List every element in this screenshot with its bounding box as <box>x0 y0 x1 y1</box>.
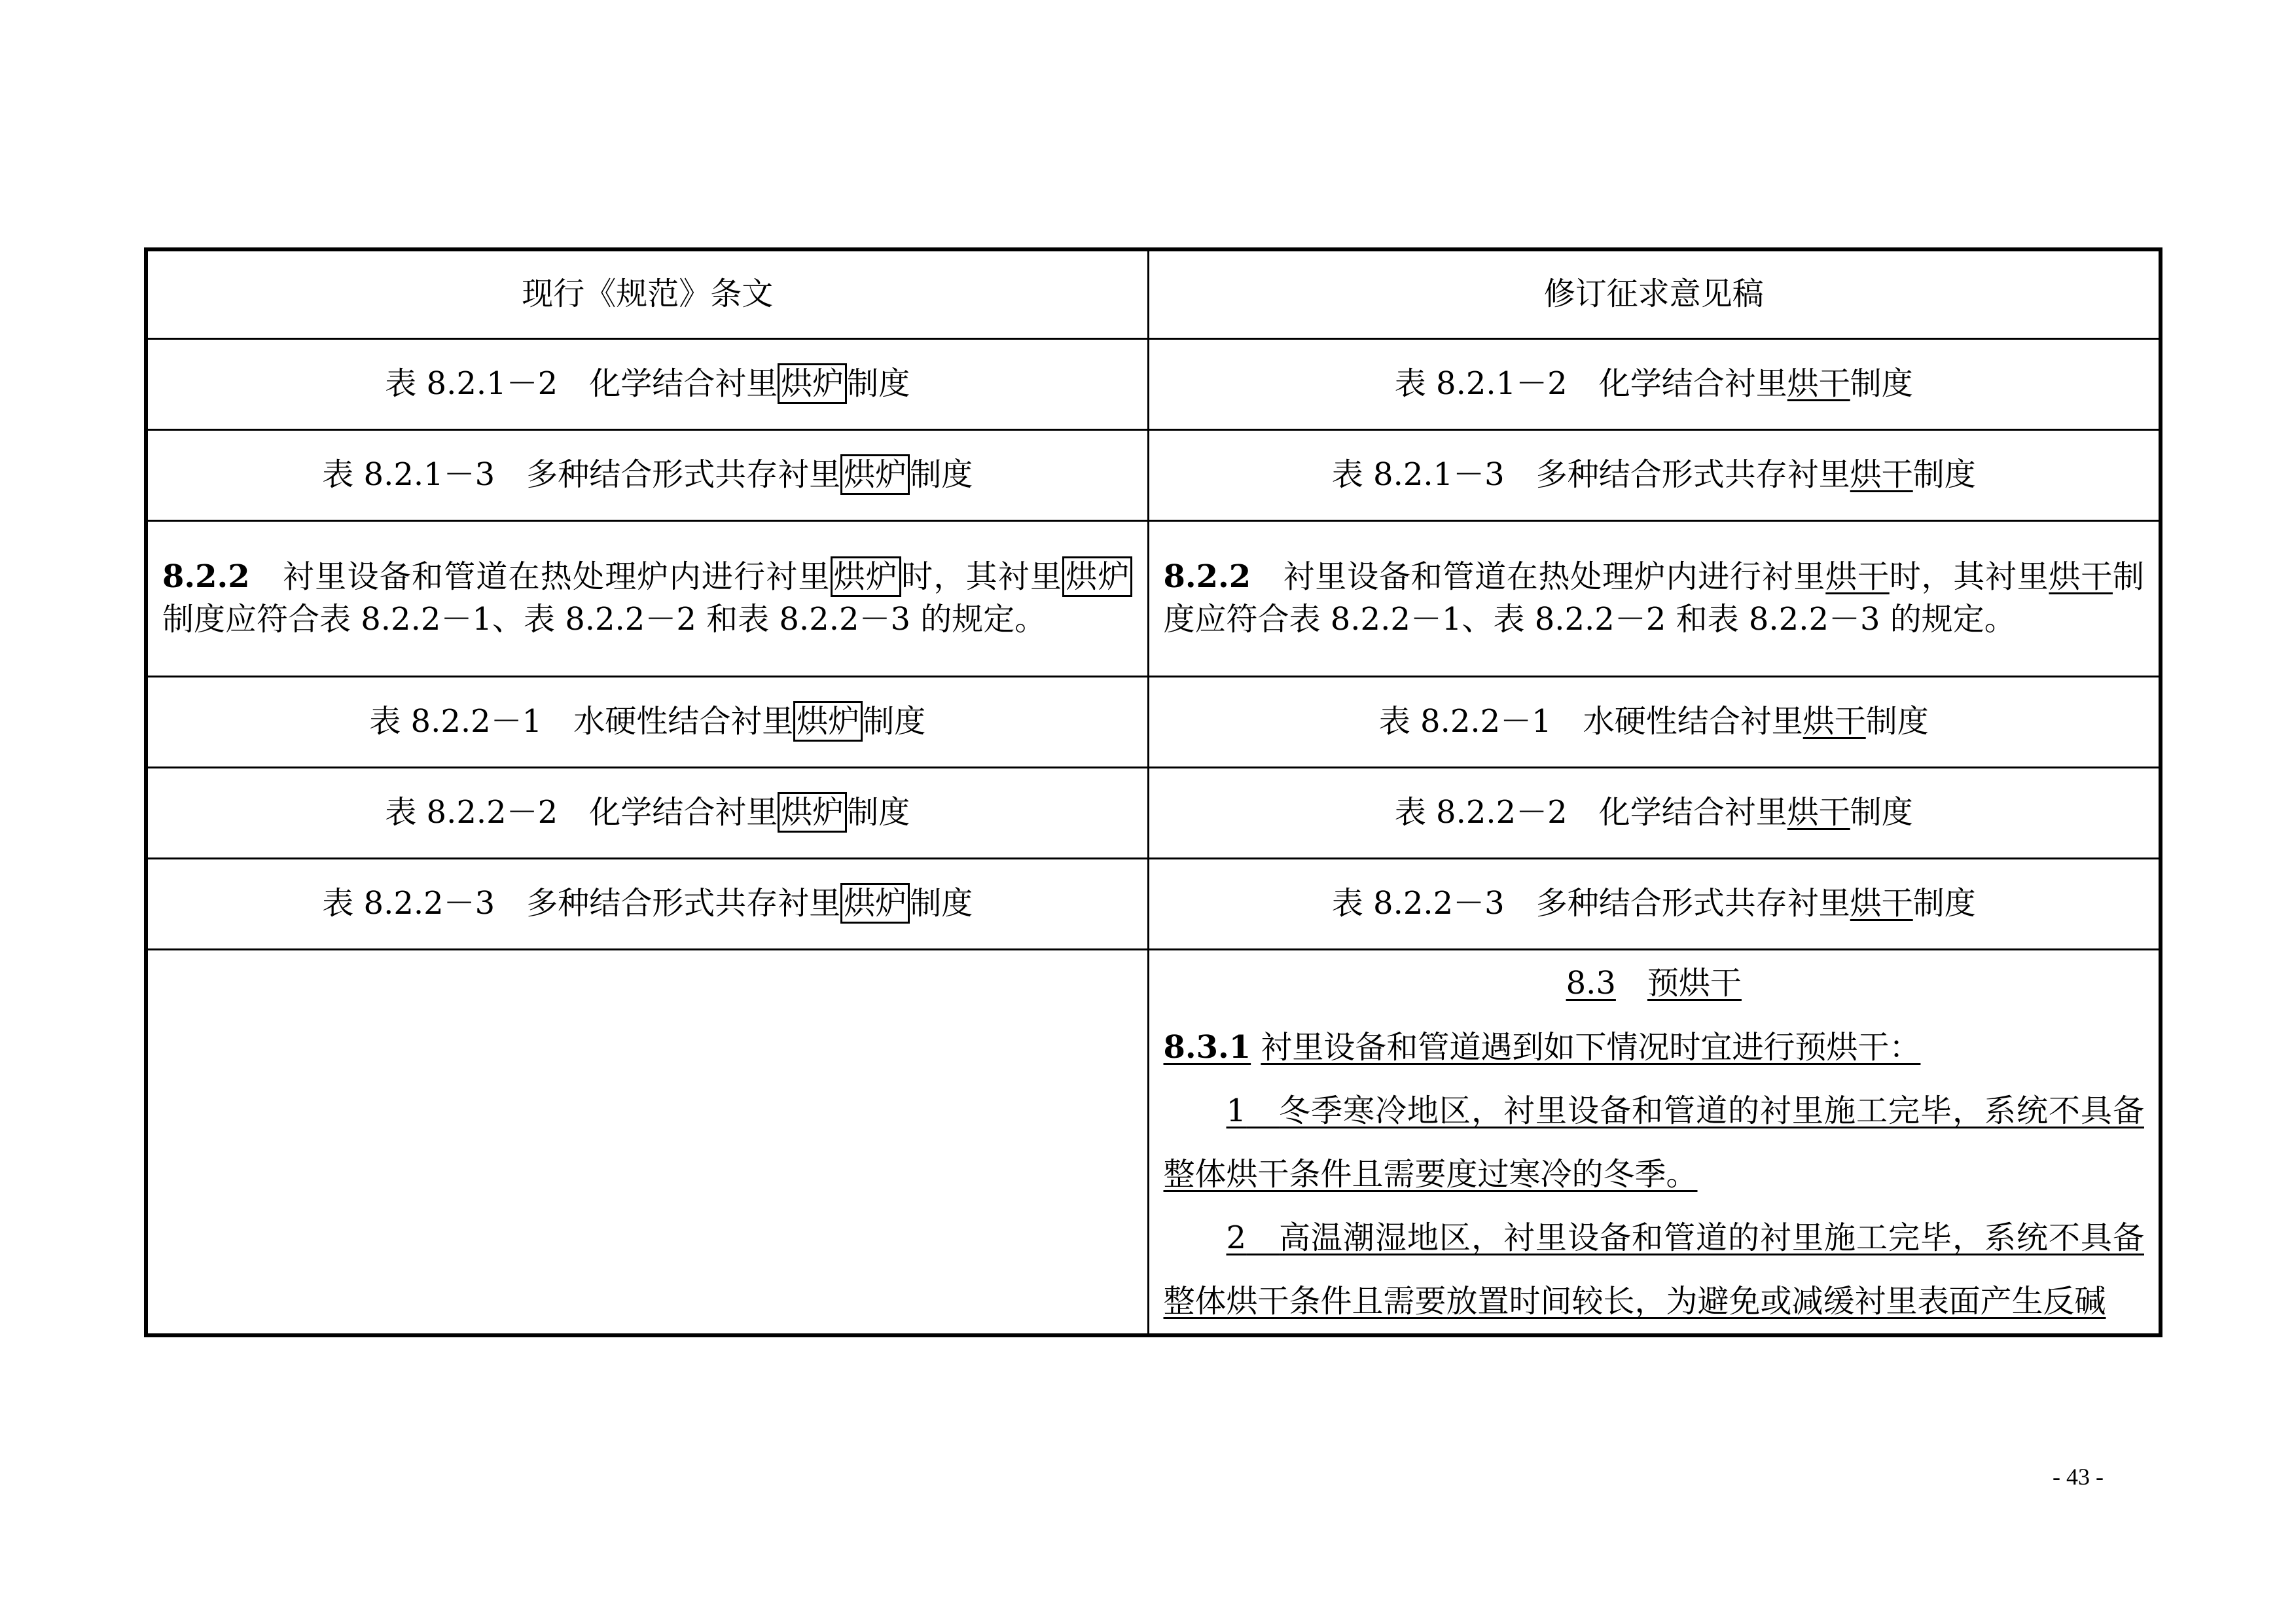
underlined-term: 烘干 <box>1803 703 1866 740</box>
underlined-term: 烘干 <box>1850 885 1913 922</box>
underlined-term: 烘干 <box>1787 794 1850 831</box>
cell-revised: 表 8.2.1－2 化学结合衬里烘干制度 <box>1148 338 2161 429</box>
cell-revised: 表 8.2.1－3 多种结合形式共存衬里烘干制度 <box>1148 429 2161 520</box>
section-heading <box>1164 950 2145 1016</box>
clause-number: 8.2.2 <box>1163 558 1251 596</box>
clause-number: 8.2.2 <box>162 558 250 596</box>
page-number: - 43 - <box>2053 1464 2104 1490</box>
item-number: 1 <box>1226 1092 1247 1129</box>
boxed-term: 烘炉 <box>1062 556 1132 597</box>
table-row <box>146 676 2161 767</box>
list-item <box>1164 1079 2145 1206</box>
cell-current: 表 8.2.2－2 化学结合衬里 烘炉 制度 <box>146 767 1148 858</box>
boxed-term: 烘炉 <box>831 556 901 597</box>
header-revision-draft: 修订征求意见稿 <box>1148 249 2161 338</box>
cell-current: 表 8.2.1－2 化学结合衬里 烘炉 制度 <box>146 338 1148 429</box>
boxed-term: 烘炉 <box>778 363 847 404</box>
table-row <box>146 858 2161 949</box>
table-row <box>146 767 2161 858</box>
clause-text: 衬里设备和管道遇到如下情况时宜进行预烘干： <box>1261 1028 1921 1066</box>
table-row-new-section <box>146 949 2161 1335</box>
table-row <box>146 520 2161 676</box>
table-header-row <box>146 249 2161 338</box>
header-current-clause: 现行《规范》条文 <box>146 249 1148 338</box>
underlined-term: 烘干 <box>1825 558 1890 596</box>
cell-current-empty <box>146 949 1148 1335</box>
cell-revised: 表 8.2.2－2 化学结合衬里烘干制度 <box>1148 767 2161 858</box>
comparison-table <box>144 247 2162 1337</box>
boxed-term: 烘炉 <box>840 454 910 495</box>
list-item <box>1164 1206 2145 1333</box>
cell-current: 表 8.2.2－3 多种结合形式共存衬里 烘炉 制度 <box>146 858 1148 949</box>
underlined-term: 烘干 <box>1787 365 1850 403</box>
underlined-term: 烘干 <box>2049 558 2113 596</box>
cell-revised-section-8-3 <box>1148 949 2161 1335</box>
clause-number: 8.3.1 <box>1163 1028 1251 1066</box>
cell-current-clause-8-2-2: 8.2.2 衬里设备和管道在热处理炉内进行衬里 烘炉 时，其衬里 烘炉制度应符合表 8.2.2－1、表 8.2.2－2 和表 8.2.2－3 的规定。 <box>146 520 1148 676</box>
item-number: 2 <box>1226 1219 1247 1256</box>
underlined-term: 烘干 <box>1850 456 1913 494</box>
table-row <box>146 429 2161 520</box>
cell-current: 表 8.2.1－3 多种结合形式共存衬里 烘炉 制度 <box>146 429 1148 520</box>
boxed-term: 烘炉 <box>793 701 863 742</box>
cell-current: 表 8.2.2－1 水硬性结合衬里 烘炉 制度 <box>146 676 1148 767</box>
section-title: 预烘干 <box>1647 964 1742 1001</box>
cell-revised: 表 8.2.2－3 多种结合形式共存衬里烘干制度 <box>1148 858 2161 949</box>
table-row <box>146 338 2161 429</box>
cell-revised: 表 8.2.2－1 水硬性结合衬里烘干制度 <box>1148 676 2161 767</box>
item-text: 冬季寒冷地区，衬里设备和管道的衬里施工完毕，系统不具备整体烘干条件且需要度过寒冷的冬季。 <box>1163 1092 2144 1193</box>
item-text: 高温潮湿地区，衬里设备和管道的衬里施工完毕，系统不具备整体烘干条件且需要放置时间较长，为避免或减缓衬里表面产生反碱 <box>1163 1219 2144 1320</box>
cell-revised-clause-8-2-2: 8.2.2 衬里设备和管道在热处理炉内进行衬里烘干时，其衬里烘干制度应符合表 8.2.2－1、表 8.2.2－2 和表 8.2.2－3 的规定。 <box>1148 520 2161 676</box>
boxed-term: 烘炉 <box>778 792 847 833</box>
clause-8-3-1 <box>1164 1016 2145 1079</box>
boxed-term: 烘炉 <box>840 883 910 924</box>
section-number: 8.3 <box>1566 964 1616 1001</box>
